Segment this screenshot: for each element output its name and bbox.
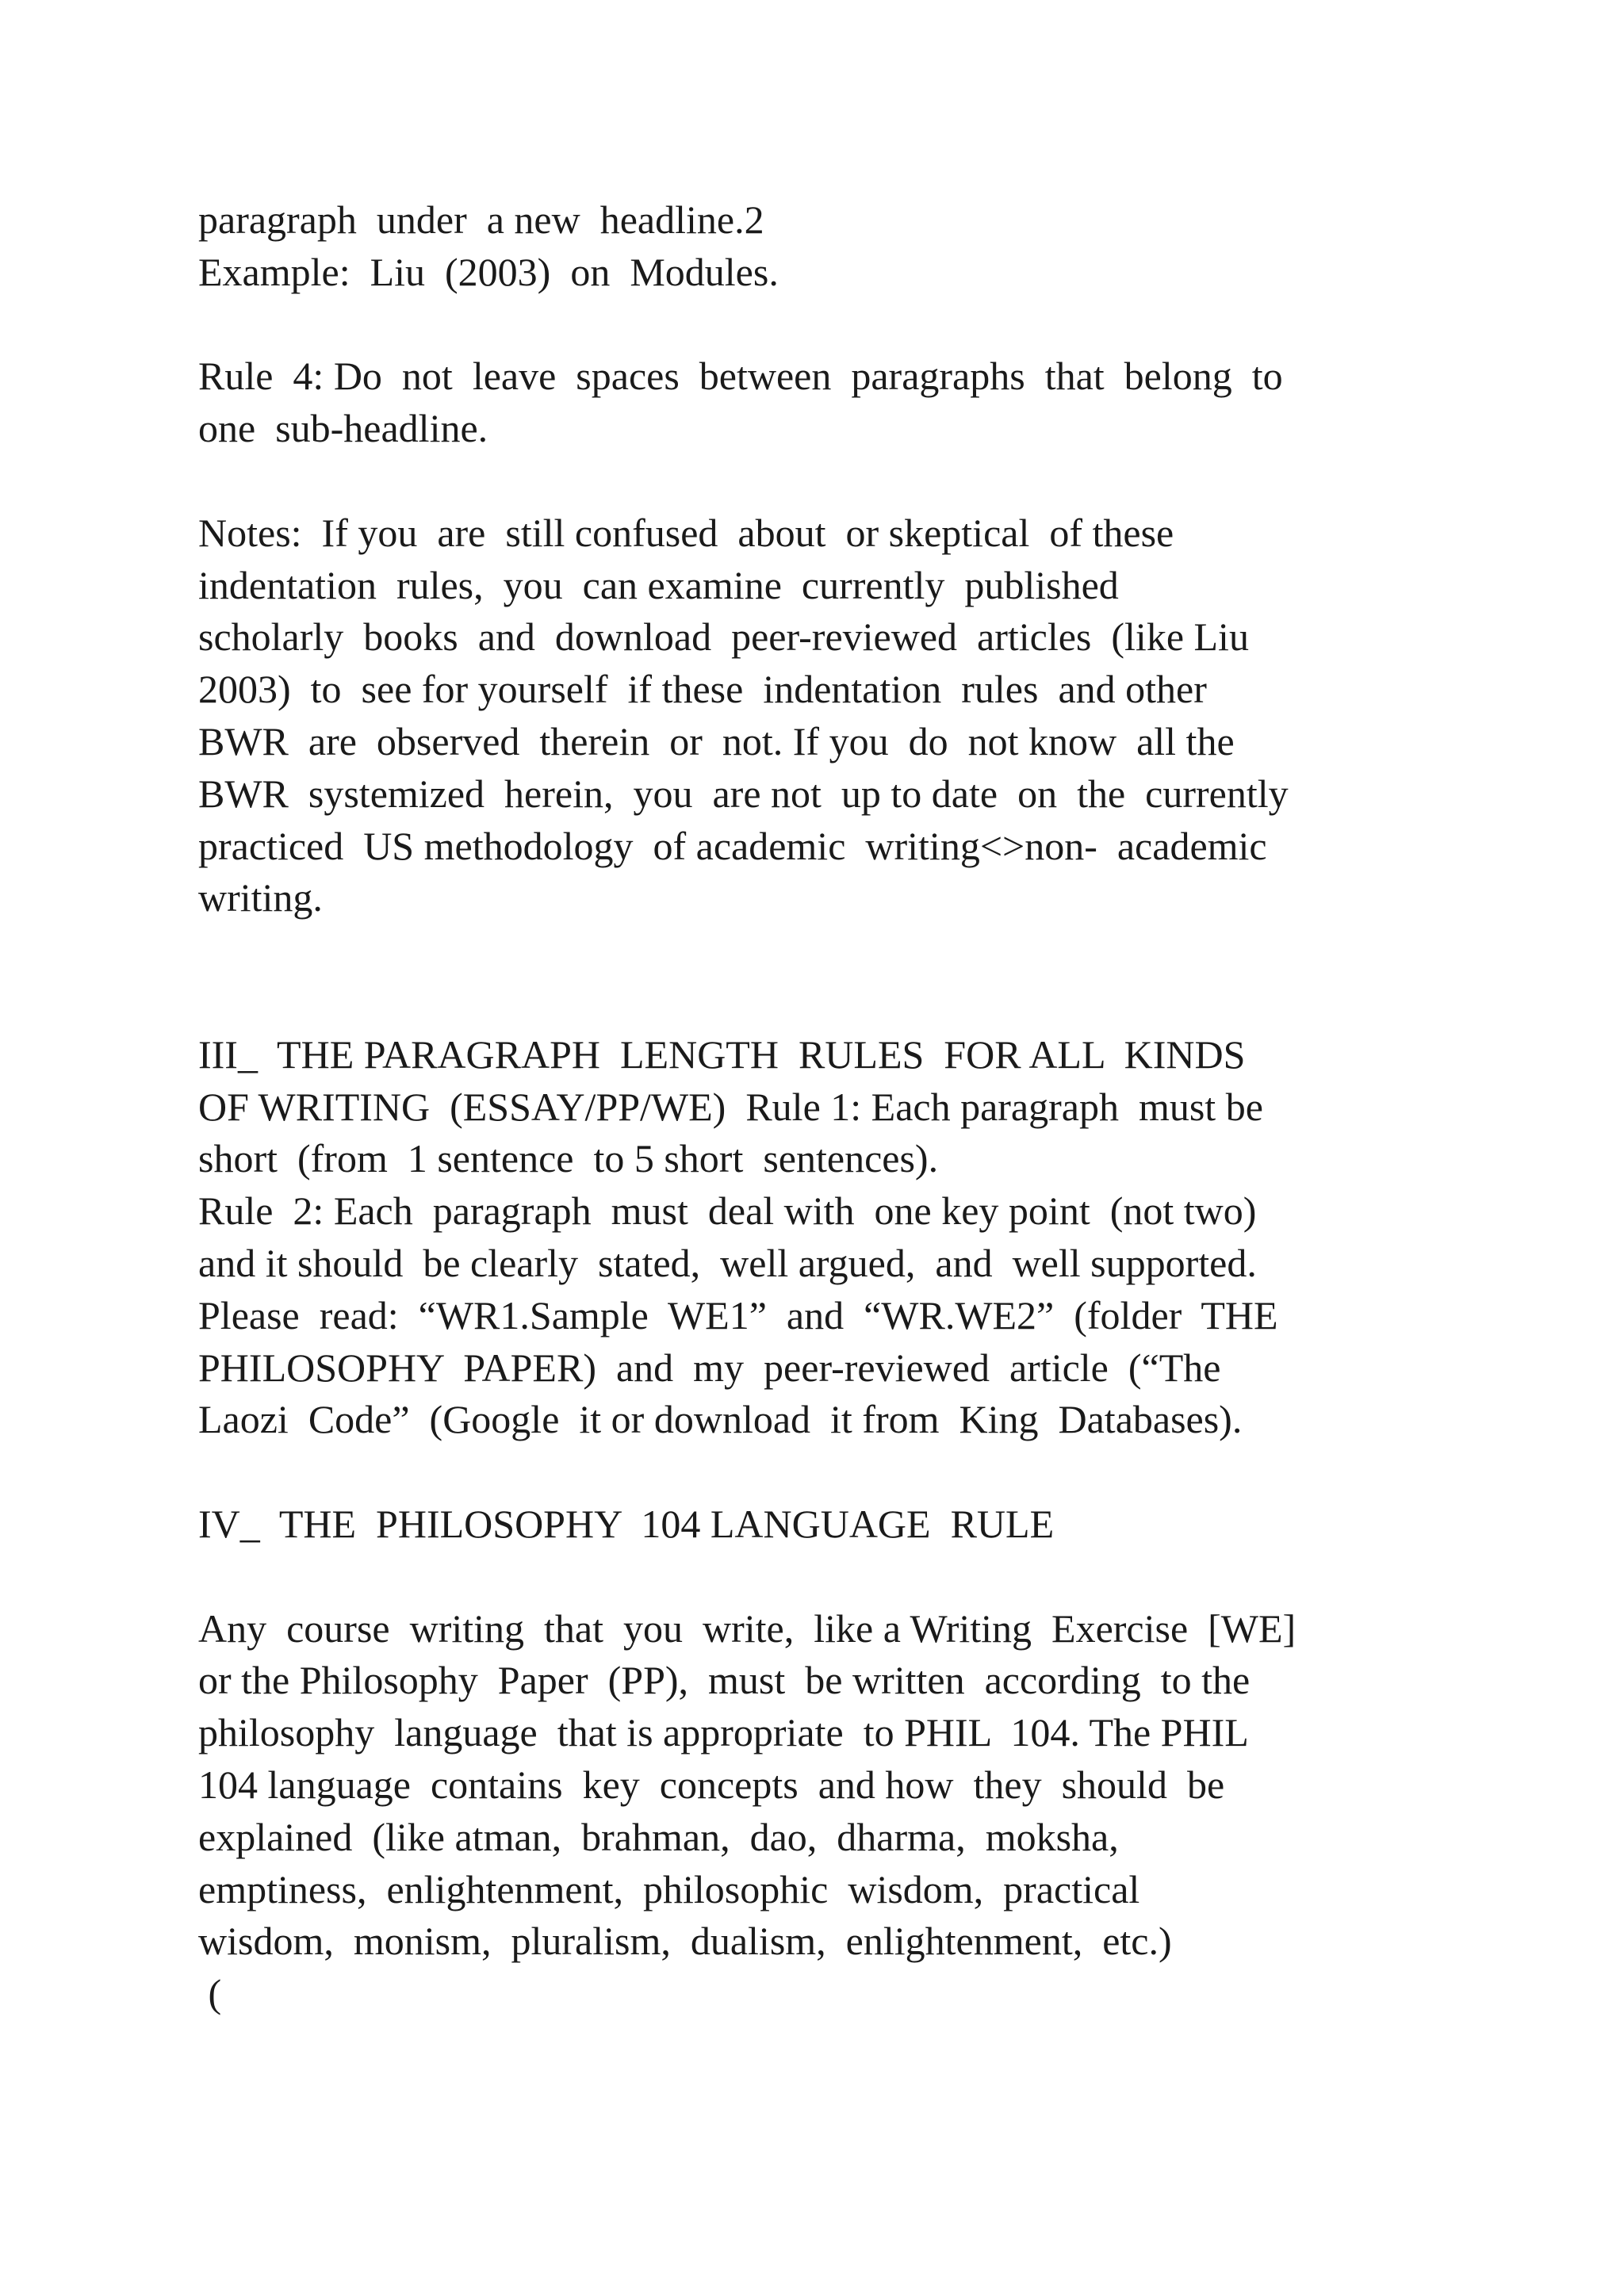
paragraph-gap [198,1446,1530,1498]
paragraph-gap [198,299,1530,351]
text-line: Laozi Code” (Google it or download it from King Databases). [198,1397,1243,1442]
text-line: short (from 1 sentence to 5 short sentences). [198,1136,939,1181]
text-line: paragraph under a new headline.2 [198,197,764,242]
text-line: Rule 4: Do not leave spaces between paragraphs that belong to [198,354,1283,399]
text-line: OF WRITING (ESSAY/PP/WE) Rule 1: Each paragraph must be [198,1084,1263,1129]
section-3-paragraph-length-rules [198,1029,1530,1446]
document-body [198,194,1530,2020]
text-line: PHILOSOPHY PAPER) and my peer-reviewed article (“The [198,1345,1221,1390]
text-line: Any course writing that you write, like a Writing Exercise [WE] [198,1605,1297,1651]
paragraph-notes [198,507,1530,924]
text-line: Please read: “WR1.Sample WE1” and “WR.WE2” (folder THE [198,1292,1278,1337]
text-line: emptiness, enlightenment, philosophic wisdom, practical [198,1866,1140,1911]
section-gap [198,924,1530,1029]
text-line: ( [198,1971,222,2016]
text-line: BWR systemized herein, you are not up to date on the currently [198,771,1289,816]
text-line: scholarly books and download peer-reviewed articles (like Liu [198,614,1249,660]
text-line: Rule 2: Each paragraph must deal with one key point (not two) [198,1188,1257,1234]
text-line: Example: Liu (2003) on Modules. [198,249,779,294]
text-line: indentation rules, you can examine currently published [198,562,1119,607]
paragraph-gap [198,1551,1530,1603]
text-line: practiced US methodology of academic writing<>non- academic [198,823,1267,868]
text-line: 2003) to see for yourself if these indentation rules and other [198,667,1207,712]
section-heading-line: III_ THE PARAGRAPH LENGTH RULES FOR ALL KINDS [198,1031,1246,1077]
section-4-heading: IV_ THE PHILOSOPHY 104 LANGUAGE RULE [198,1501,1055,1546]
paragraph-top-fragment [198,194,1530,299]
text-line: explained (like atman, brahman, dao, dharma, moksha, [198,1814,1119,1859]
text-line: or the Philosophy Paper (PP), must be written according to the [198,1658,1251,1703]
text-line: one sub-headline. [198,406,488,451]
text-line: wisdom, monism, pluralism, dualism, enlightenment, etc.) [198,1919,1172,1964]
paragraph-gap [198,455,1530,507]
paragraph-rule-4 [198,350,1530,455]
text-line: 104 language contains key concepts and how they should be [198,1762,1225,1807]
text-line: philosophy language that is appropriate to PHIL 104. The PHIL [198,1710,1249,1755]
text-line: BWR are observed therein or not. If you do not know all the [198,718,1235,763]
text-line: and it should be clearly stated, well argued, and well supported. [198,1240,1257,1285]
text-line: Notes: If you are still confused about or skeptical of these [198,510,1174,555]
text-line: writing. [198,875,323,920]
section-4-language-rule [198,1603,1530,2020]
